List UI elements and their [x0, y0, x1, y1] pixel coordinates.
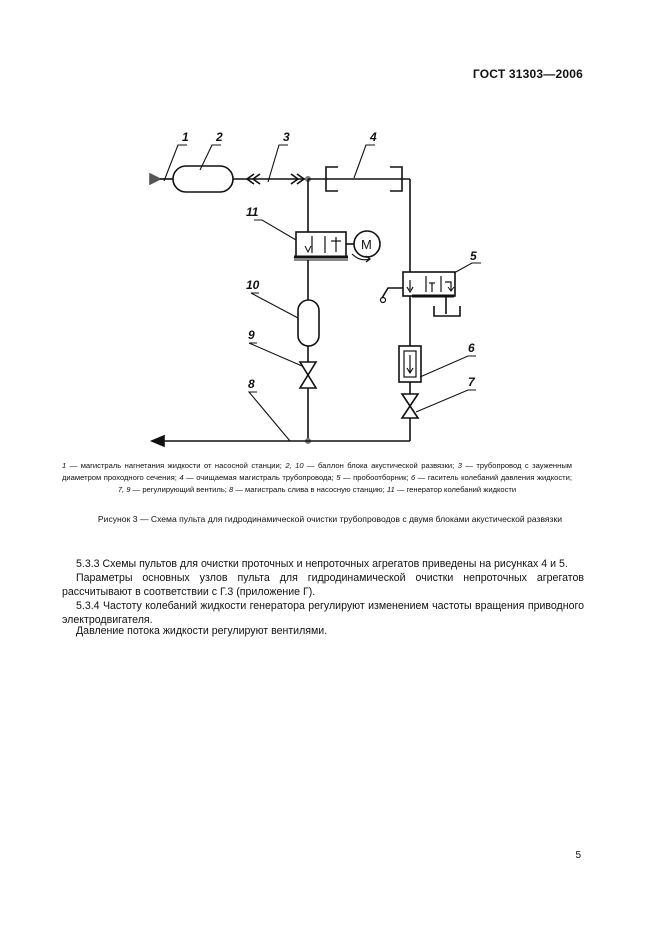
label-7: 7 — [468, 375, 475, 389]
legend-text: — трубопровод с зауженным диаметром проходного сечения; — [62, 461, 573, 482]
legend-text: — очищаемая магистраль трубопровода; — [183, 473, 337, 482]
paragraph-text: 5.3.3 Схемы пультов для очистки проточных и непроточных агрегатов приведены на рисунках 4 и 5. — [76, 558, 568, 570]
legend-text: — гаситель колебаний давления жидкости; — [415, 473, 572, 482]
page-number: 5 — [575, 850, 581, 861]
standard-header: ГОСТ 31303—2006 — [472, 67, 583, 81]
sampler — [381, 272, 461, 316]
legend-num: 7, 9 — [117, 485, 131, 494]
legend-num: 5 — [336, 473, 341, 482]
supply-line — [150, 166, 310, 192]
label-2: 2 — [216, 130, 223, 144]
label-8: 8 — [248, 377, 255, 391]
figure-caption: Рисунок 3 — Схема пульта для гидродинамической очистки трубопроводов с двумя блоками акустической развязки — [97, 514, 563, 524]
motor-symbol: M — [361, 237, 372, 252]
paragraph-text: Параметры основных узлов пульта для гидродинамической очистки непроточных агрегатов рассчитывают в соответствии с Г.3 (приложение Г). — [62, 572, 584, 598]
hydraulic-scheme-diagram — [0, 0, 661, 460]
paragraph-5-3-3 — [62, 557, 584, 571]
paragraph-pressure — [62, 624, 584, 638]
label-5: 5 — [470, 249, 477, 263]
drain-line — [152, 436, 410, 446]
label-3: 3 — [283, 130, 290, 144]
label-9: 9 — [248, 328, 255, 342]
legend-num: 3 — [457, 461, 462, 470]
legend-text: — генератор колебаний жидкости — [394, 485, 517, 494]
paragraph-text: Давление потока жидкости регулируют вентилями. — [76, 625, 328, 637]
legend-text: — баллон блока акустической развязки; — [303, 461, 458, 470]
label-1: 1 — [182, 130, 189, 144]
regulating-valve-7 — [402, 394, 418, 418]
balloon-10 — [298, 300, 319, 346]
label-4: 4 — [370, 130, 377, 144]
legend-text: — пробоотборник; — [340, 473, 412, 482]
label-11: 11 — [246, 205, 259, 219]
label-10: 10 — [246, 278, 260, 292]
figure-legend — [62, 460, 572, 496]
legend-text: — магистраль слива в насосную станцию; — [233, 485, 387, 494]
legend-num: 6 — [411, 473, 416, 482]
legend-text: — регулирующий вентиль; — [130, 485, 229, 494]
balloon-2 — [173, 166, 233, 192]
leader-lines — [164, 145, 481, 441]
regulating-valve-9 — [300, 362, 316, 388]
pressure-damper — [399, 346, 421, 382]
outlet-arrow-icon — [152, 436, 164, 446]
paragraph-5-3-4 — [62, 599, 584, 627]
legend-num: 11 — [386, 485, 395, 494]
paragraph-parameters — [62, 571, 584, 599]
label-6: 6 — [468, 341, 475, 355]
legend-num: 8 — [229, 485, 234, 494]
legend-num: 2, 10 — [285, 461, 304, 470]
legend-text: — магистраль нагнетания жидкости от насосной станции; — [66, 461, 286, 470]
inlet-arrow-icon — [150, 174, 160, 184]
paragraph-text: 5.3.4 Частоту колебаний жидкости генератора регулируют изменением частоты вращения приводного электродвигателя. — [62, 600, 584, 626]
legend-num: 4 — [179, 473, 184, 482]
legend-num: 1 — [62, 461, 67, 470]
